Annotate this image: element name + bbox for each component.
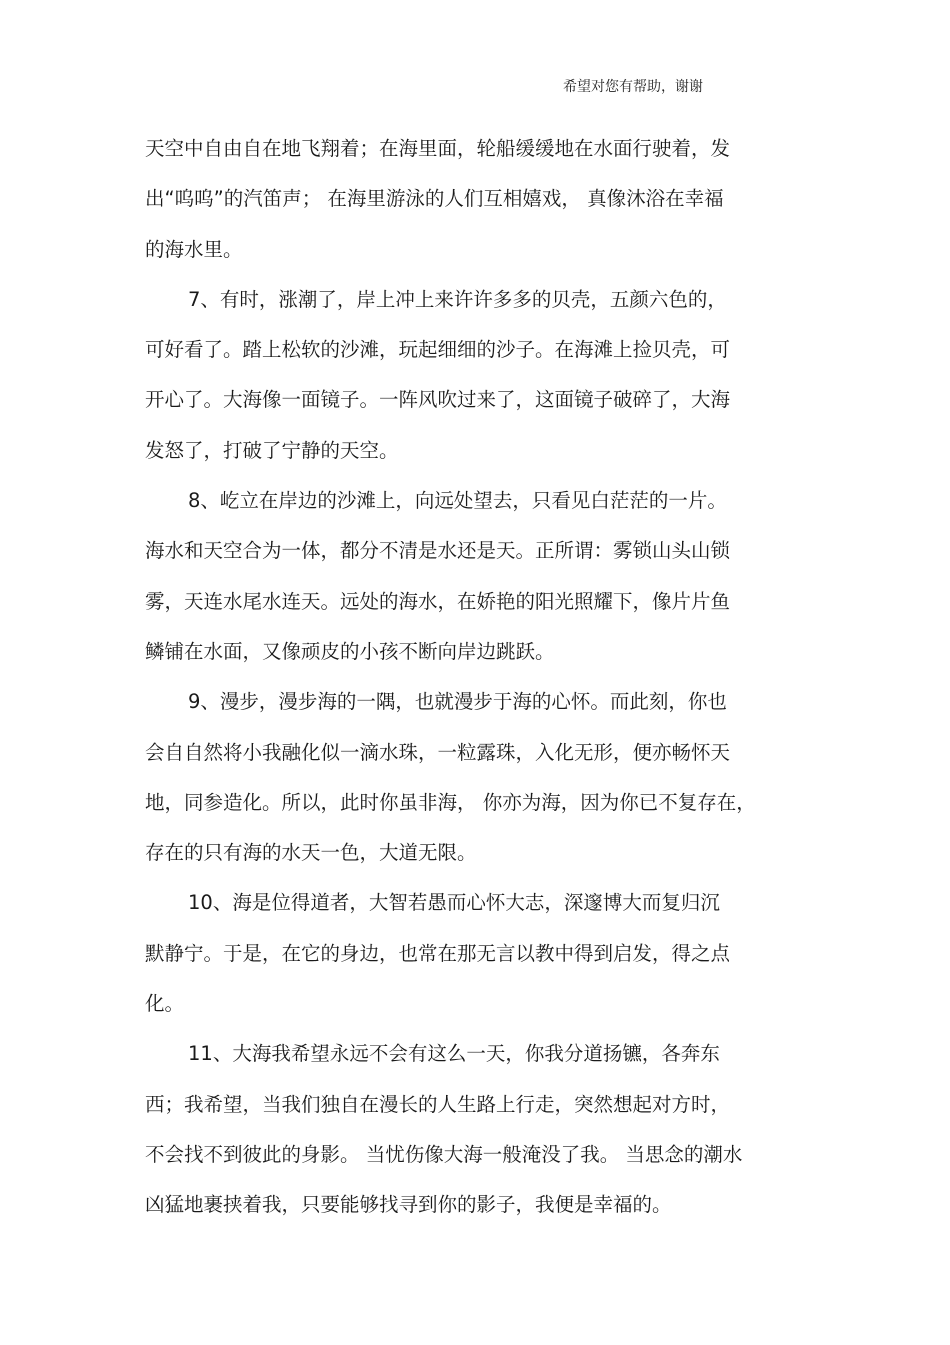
- text-line: 可好看了。踏上松软的沙滩，玩起细细的沙子。在海滩上捡贝壳，可: [145, 338, 731, 362]
- text-line: 化。: [145, 992, 185, 1016]
- paragraph-start-9: 9、漫步，漫步海的一隅，也就漫步于海的心怀。而此刻，你也: [188, 690, 727, 714]
- text-line: 的海水里。: [145, 237, 243, 261]
- text-line: 凶猛地裹挟着我，只要能够找寻到你的影子，我便是幸福的。: [145, 1193, 672, 1217]
- document-body: [145, 124, 805, 1231]
- text-line: 存在的只有海的水天一色，大道无限。: [145, 841, 477, 865]
- text-line: 鳞铺在水面，又像顽皮的小孩不断向岸边跳跃。: [145, 639, 555, 663]
- text-line: 雾，天连水尾水连天。远处的海水，在娇艳的阳光照耀下，像片片鱼: [145, 589, 731, 613]
- text-line: 不会找不到彼此的身影。 当忧伤像大海一般淹没了我。 当思念的潮水: [145, 1142, 743, 1166]
- text-line: 地，同参造化。所以，此时你虽非海， 你亦为海，因为你已不复存在，: [145, 790, 756, 814]
- text-line: 西；我希望，当我们独自在漫长的人生路上行走，突然想起对方时，: [145, 1092, 731, 1116]
- text-line: 海水和天空合为一体，都分不清是水还是天。正所谓：雾锁山头山锁: [145, 539, 731, 563]
- text-line: 出“呜呜”的汽笛声； 在海里游泳的人们互相嬉戏， 真像沐浴在幸福: [145, 187, 724, 211]
- text-line: 默静宁。于是，在它的身边，也常在那无言以教中得到启发，得之点: [145, 941, 731, 965]
- text-line: 开心了。大海像一面镜子。一阵风吹过来了，这面镜子破碎了，大海: [145, 388, 731, 412]
- paragraph-start-10: 10、海是位得道者，大智若愚而心怀大志，深邃博大而复归沉: [188, 891, 720, 915]
- text-line: 会自自然将小我融化似一滴水珠，一粒露珠，入化无形，便亦畅怀天: [145, 740, 731, 764]
- paragraph-start-7: 7、有时，涨潮了，岸上冲上来许许多多的贝壳，五颜六色的，: [188, 287, 727, 311]
- paragraph-start-11: 11、大海我希望永远不会有这么一天，你我分道扬镳，各奔东: [188, 1042, 720, 1066]
- header-note: 希望对您有帮助，谢谢: [563, 79, 703, 95]
- text-line: 天空中自由自在地飞翔着；在海里面，轮船缓缓地在水面行驶着，发: [145, 137, 731, 160]
- text-line: 发怒了，打破了宁静的天空。: [145, 438, 399, 462]
- paragraph-start-8: 8、屹立在岸边的沙滩上，向远处望去，只看见白茫茫的一片。: [188, 489, 727, 513]
